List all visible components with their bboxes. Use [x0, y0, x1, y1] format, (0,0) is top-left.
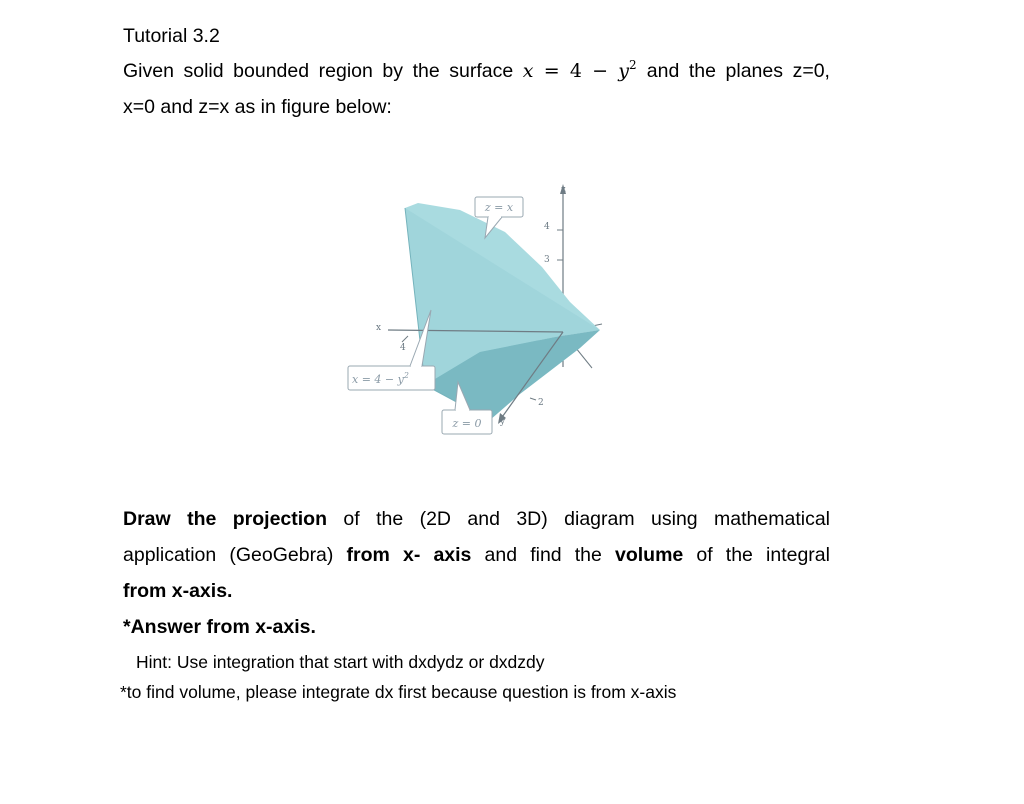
y-tick-2-label: 2 [538, 398, 544, 408]
hint-text: Hint: Use integration that start with dxdydz or dxdzdy [136, 652, 545, 672]
eq-equals: = [543, 60, 560, 82]
answer-note: *Answer from x-axis. [123, 616, 316, 638]
x-axis-label: x [376, 323, 382, 333]
intro-text-b: and the planes z=0, [646, 60, 830, 82]
x-tick-4-label: 4 [400, 343, 406, 353]
eq-x: x [522, 60, 534, 82]
task-line-1 [123, 501, 830, 537]
callout-z-eq-0-text: z = 0 [452, 417, 482, 430]
z-tick-3-label: 3 [544, 255, 550, 265]
task-bold-volume: volume [615, 544, 684, 566]
eq-four: 4 [569, 60, 582, 82]
intro-paragraph [123, 53, 830, 125]
eq-exponent: 2 [628, 58, 637, 72]
y-tick-2 [530, 398, 536, 400]
solid-region-figure [330, 172, 620, 447]
task-text-4: of the integral [696, 544, 830, 566]
intro-line-1 [123, 53, 830, 89]
y-axis-label: y [500, 417, 506, 427]
task-text-3: and find the [484, 544, 602, 566]
z-axis-label: z [561, 185, 566, 195]
x-tick-4 [402, 336, 408, 342]
callout-x-eq-text: $x = 4 - y^2$ [352, 371, 409, 386]
task-paragraph [123, 501, 830, 645]
intro-text-a: Given solid bounded region by the surface [123, 60, 514, 82]
eq-minus: − [592, 60, 609, 82]
task-text-2: application (GeoGebra) [123, 544, 334, 566]
volume-note-text: *to find volume, please integrate dx first because question is from x-axis [120, 682, 677, 702]
task-bold-from-x-axis: from x- axis [346, 544, 472, 566]
callout-z-eq-x-text: z = x [484, 201, 514, 214]
z-tick-4-label: 4 [544, 222, 550, 232]
intro-line-2: x=0 and z=x as in figure below: [123, 96, 392, 118]
surface-equation [523, 60, 647, 82]
task-bold-from-x-axis-end: from x-axis. [123, 580, 233, 602]
task-line-2 [123, 537, 830, 573]
tutorial-heading: Tutorial 3.2 [123, 25, 220, 47]
eq-y: y [618, 60, 629, 82]
task-text-1: of the (2D and 3D) diagram using mathematical [343, 508, 830, 530]
task-line-3 [123, 573, 830, 609]
task-line-4 [123, 609, 830, 645]
task-bold-draw: Draw the projection [123, 508, 327, 530]
